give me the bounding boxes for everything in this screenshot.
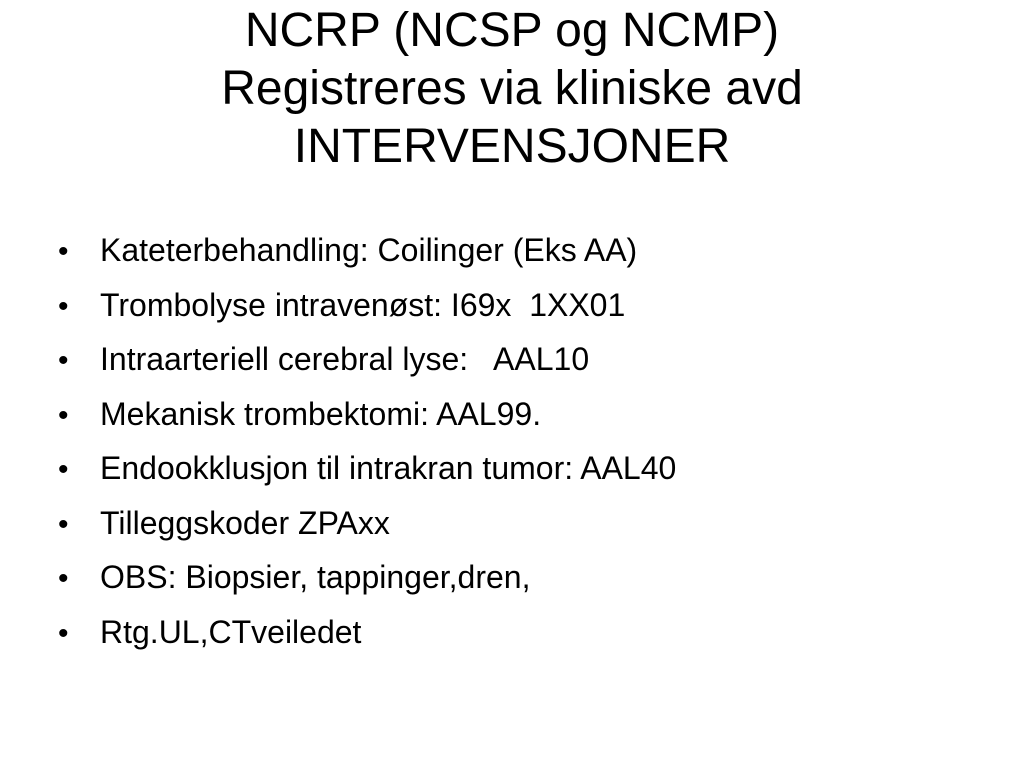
title-line-3: INTERVENSJONER xyxy=(293,120,731,173)
bullet-item xyxy=(58,396,998,451)
bullet-text: OBS: Biopsier, tappinger,dren, xyxy=(100,559,531,595)
bullet-item xyxy=(58,505,998,560)
bullet-icon: • xyxy=(58,344,69,377)
bullet-text: Mekanisk trombektomi: AAL99. xyxy=(100,395,542,432)
bullet-text: Endookklusjon til intrakran tumor: AAL40 xyxy=(100,450,677,486)
bullet-item xyxy=(58,450,998,505)
bullet-icon: • xyxy=(58,453,69,486)
slide-title xyxy=(0,0,1024,176)
bullet-text: Trombolyse intravenøst: I69x 1XX01 xyxy=(100,286,626,323)
bullet-item xyxy=(58,287,998,342)
bullet-list xyxy=(58,232,998,668)
bullet-icon: • xyxy=(58,398,69,432)
bullet-text: Intraarteriell cerebral lyse: AAL10 xyxy=(100,341,590,377)
bullet-item xyxy=(58,559,998,614)
bullet-text: Rtg.UL,CTveiledet xyxy=(100,613,362,650)
bullet-item xyxy=(58,614,998,669)
bullet-item xyxy=(58,341,998,396)
bullet-icon: • xyxy=(58,289,69,323)
bullet-icon: • xyxy=(58,507,69,541)
bullet-icon: • xyxy=(58,562,69,595)
title-line-1: NCRP (NCSP og NCMP) xyxy=(244,4,780,57)
bullet-text: Tilleggskoder ZPAxx xyxy=(100,504,390,541)
bullet-icon: • xyxy=(58,235,69,268)
title-line-2: Registreres via kliniske avd xyxy=(221,62,803,115)
bullet-icon: • xyxy=(58,616,69,650)
bullet-item xyxy=(58,232,998,287)
bullet-text: Kateterbehandling: Coilinger (Eks AA) xyxy=(100,232,638,268)
